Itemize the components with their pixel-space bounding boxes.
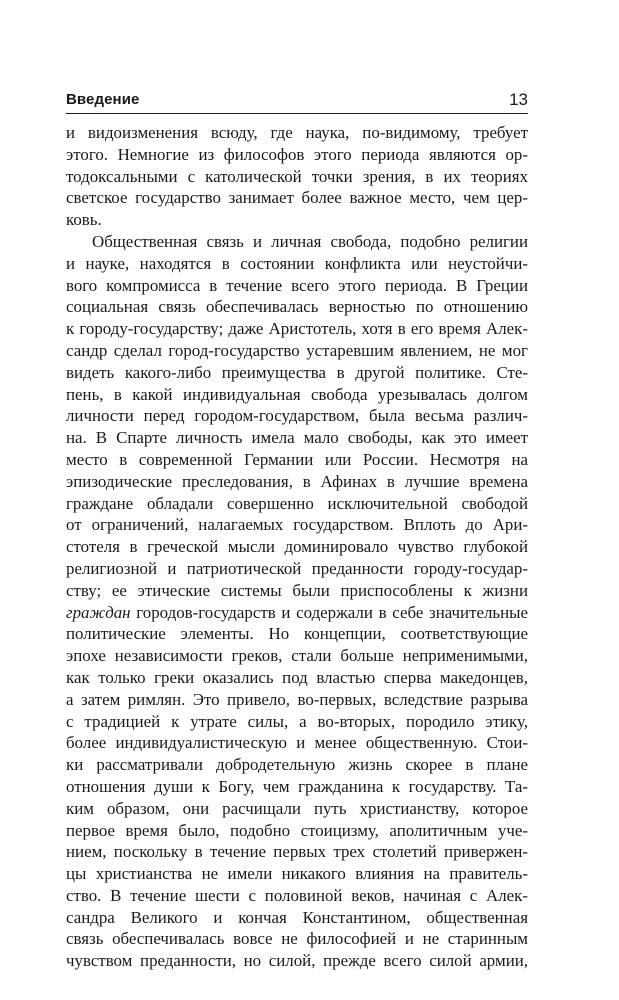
text-line: светское государство занимает более важное место, чем цер-	[66, 188, 528, 208]
text-line: политические элементы. Но концепции, соответствующие	[66, 624, 528, 644]
paragraph	[66, 122, 528, 231]
text-line: на. В Спарте личность имела мало свободы, как это имеет	[66, 428, 528, 448]
paragraph	[66, 231, 528, 972]
header-rule	[66, 113, 528, 114]
page-number: 13	[509, 90, 528, 109]
text-line: ковь.	[66, 210, 102, 230]
text-line: более индивидуалистическую и менее общественную. Стои-	[66, 733, 528, 753]
text-line: этого. Немногие из философов этого периода являются ор-	[66, 144, 528, 164]
text-line: социальная связь обеспечивалась верностью по отношению	[66, 297, 528, 317]
text-line: место в современной Германии или России. Несмотря на	[66, 449, 528, 469]
text-line: граждане обладали совершенно исключительной свободой	[66, 493, 528, 513]
text-line: и науке, находятся в состоянии конфликта или неустойчи-	[66, 253, 528, 273]
text-line: эпизодические преследования, в Афинах в лучшие времена	[66, 471, 528, 491]
text-line: чувством преданности, но силой, прежде всего силой армии,	[66, 951, 528, 971]
text-line: видеть какого-либо преимущества в другой политике. Сте-	[66, 362, 528, 382]
italic-word: граждан	[66, 602, 131, 622]
text-line: вого компромисса в течение всего этого периода. В Греции	[66, 275, 528, 295]
text-line: связь обеспечивалась вовсе не философией и не старинным	[66, 929, 528, 949]
text-line: ство. В течение шести с половиной веков, начиная с Алек-	[66, 885, 528, 905]
text-line: сандра Великого и кончая Константином, общественная	[66, 907, 528, 927]
text-line: эпохе независимости греков, стали больше неприменимыми,	[66, 646, 528, 666]
section-title: Введение	[66, 91, 140, 108]
text-line: ству; ее этические системы были приспособлены к жизни	[66, 580, 528, 600]
body-text	[66, 122, 528, 972]
text-line: к городу-государству; даже Аристотель, хотя в его время Алек-	[66, 319, 528, 339]
text-line: стотеля в греческой мысли доминировало чувство глубокой	[66, 537, 528, 557]
text-line: Общественная связь и личная свобода, подобно религии	[92, 231, 528, 251]
text-line: как только греки оказались под властью сперва македонцев,	[66, 667, 528, 687]
text-line: нием, поскольку в течение первых трех столетий привержен-	[66, 842, 528, 862]
text-line: ким образом, они расчищали путь христианству, которое	[66, 798, 528, 818]
text-line: ки рассматривали добродетельную жизнь скорее в плане	[66, 755, 528, 775]
text-line: первое время было, подобно стоицизму, аполитичным уче-	[66, 820, 528, 840]
text-line: сандр сделал город-государство устаревшим явлением, не мог	[66, 340, 528, 360]
text-line: тодоксальными с католической точки зрения, в их теориях	[66, 166, 528, 186]
text-line: от ограничений, налагаемых государством. Вплоть до Ари-	[66, 515, 528, 535]
running-header	[66, 88, 528, 114]
text-line: отношения души к Богу, чем гражданина к государству. Та-	[66, 776, 528, 796]
text-line: с традицией к утрате силы, а во-вторых, породило этику,	[66, 711, 528, 731]
text-line: и видоизменения всюду, где наука, по-видимому, требует	[66, 123, 528, 142]
text-line: пень, в какой индивидуальная свобода урезывалась долгом	[66, 384, 528, 404]
text-line: цы христианства не имели никакого влияния на правитель-	[66, 864, 528, 884]
text-line: религиозной и патриотической преданности городу-государ-	[66, 558, 528, 578]
text-line: а затем римлян. Это привело, во-первых, вследствие разрыва	[66, 689, 528, 709]
text-line: личности перед городом-государством, была весьма различ-	[66, 406, 528, 426]
text-line: граждан городов-государств и содержали в себе значительные	[66, 602, 528, 622]
